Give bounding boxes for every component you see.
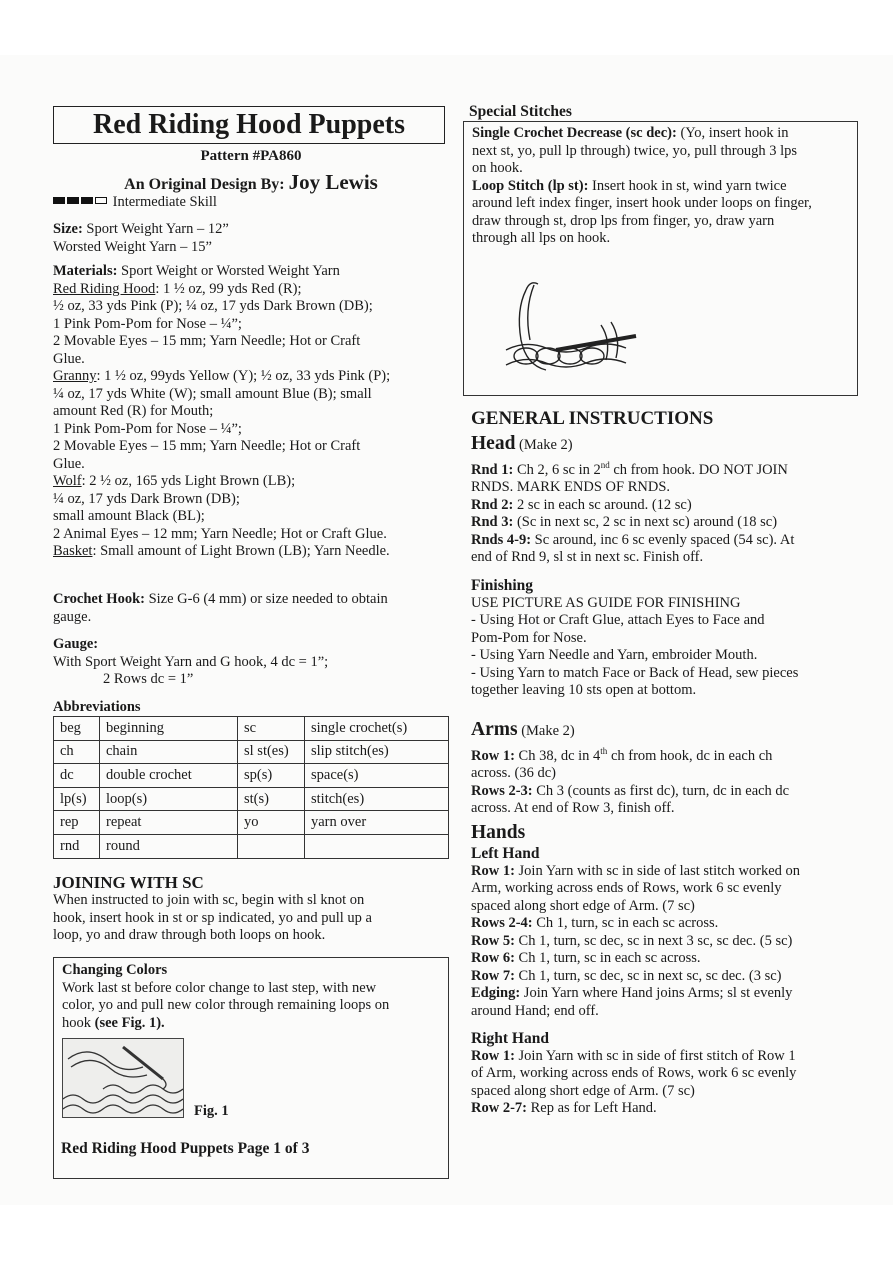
table-row: rep repeat yo yarn over [54,811,449,835]
skill-square-icon [67,197,79,204]
table-row: ch chain sl st(es) slip stitch(es) [54,740,449,764]
special-stitches-title: Special Stitches [469,103,572,120]
finishing-title: Finishing [471,577,534,594]
head-section: Head (Make 2) Rnd 1: Ch 2, 6 sc in 2nd ch from hook. DO NOT JOIN RNDS. MARK ENDS OF RNDS. Rnd 2: 2 sc in each sc around. (12 sc) Rnd 3: (Sc in next sc, 2 sc in next sc) around (18 sc) Rnds 4-9: Sc around, inc 6 sc evenly spaced (54 sc). At end of Rnd 9, sl st in next sc. Finish off. [471,433,795,566]
skill-square-empty-icon [95,197,107,204]
design-credit: An Original Design By: Joy Lewis [124,170,378,194]
special-stitches-box: Single Crochet Decrease (sc dec): (Yo, insert hook in next st, yo, pull lp through) twice, yo, pull through 3 lps on hook. Loop Stitch (lp st): Insert hook in st, wind yarn twice around left index finger, insert hook under loops on finger, draw through st, drop lps from finger, yo, draw yarn through all lps on hook. [463,121,858,396]
joining-title: JOINING WITH SC [53,873,204,892]
changing-colors-title: Changing Colors [62,962,168,978]
arms-title: Arms [471,719,518,740]
pattern-page [0,55,893,1205]
materials-section: Materials: Sport Weight or Worsted Weight Yarn Red Riding Hood: 1 ½ oz, 99 yds Red (R); ½ oz, 33 yds Pink (P); ¼ oz, 17 yds Dark Brown (DB); 1 Pink Pom-Pom for Nose – ¼”; 2 Movable Eyes – 15 mm; Yarn Needle; Hot or Craft Glue. Granny: 1 ½ oz, 99yds Yellow (Y); ½ oz, 33 yds Pink (P); ¼ oz, 17 yds White (W); small amount Blue (B); small amount Red (R) for Mouth; 1 Pink Pom-Pom for Nose – ¼”; 2 Movable Eyes – 15 mm; Yarn Needle; Hot or Craft Glue. Wolf: 2 ½ oz, 165 yds Light Brown (LB); ¼ oz, 17 yds Dark Brown (DB); small amount Black (BL); 2 Animal Eyes – 12 mm; Yarn Needle; Hot or Craft Glue. Basket: Small amount of Light Brown (LB); Yarn Needle. [53,263,391,559]
changing-colors-box: Changing Colors Work last st before color change to last step, with new color, yo and pull new color through remaining loops on hook (see Fig. 1). Fig. 1 [53,957,449,1179]
hands-title: Hands [471,822,526,843]
joining-section: JOINING WITH SC When instructed to join with sc, begin with sl knot on hook, insert hook in st or sp indicated, yo and pull up a loop, yo and draw through both loops on hook. [53,873,449,945]
table-row: rnd round [54,834,449,858]
hands-section: Hands Left Hand Row 1: Join Yarn with sc in side of last stitch worked on Arm, working across ends of Rows, work 6 sc evenly spaced along short edge of Arm. (7 sc) Rows 2-4: Ch 1, turn, sc in each sc across. Row 5: Ch 1, turn, sc dec, sc in next 3 sc, sc dec. (5 sc) Row 6: Ch 1, turn, sc in each sc across. Row 7: Ch 1, turn, sc dec, sc in next sc, sc dec. (3 sc) Edging: Join Yarn where Hand joins Arms; sl st evenly around Hand; end off. Right Hand Row 1: Join Yarn with sc in side of first stitch of Row 1 of Arm, working across ends of Rows, work 6 sc evenly spaced along short edge of Arm. (7 sc) Row 2-7: Rep as for Left Hand. [471,821,858,1118]
size-section: Size: Sport Weight Yarn – 12” Worsted Weight Yarn – 15” [53,221,229,255]
table-row: lp(s) loop(s) st(s) stitch(es) [54,787,449,811]
head-title: Head [471,433,516,454]
skill-square-icon [53,197,65,204]
left-hand-title: Left Hand [471,845,540,862]
fig1-caption: Fig. 1 [194,1103,229,1119]
arms-section: Arms (Make 2) Row 1: Ch 38, dc in 4th ch from hook, dc in each ch across. (36 dc) Rows 2-3: Ch 3 (counts as first dc), turn, dc in each dc across. At end of Row 3, finish off. [471,719,790,817]
right-hand-title: Right Hand [471,1030,549,1047]
finishing-section: Finishing USE PICTURE AS GUIDE FOR FINISHING - Using Hot or Craft Glue, attach Eyes to Face and Pom-Pom for Nose. - Using Yarn Needle and Yarn, embroider Mouth. - Using Yarn to match Face or Back of Head, sew pieces together leaving 10 sts open at bottom. [471,577,858,700]
color-change-figure [63,1039,183,1117]
table-row: beg beginning sc single crochet(s) [54,717,449,741]
fig1-illustration [62,1038,184,1118]
loop-stitch-figure [486,270,646,382]
page-footer: Red Riding Hood Puppets Page 1 of 3 [61,1140,310,1157]
skill-level: Intermediate Skill [53,194,449,212]
abbreviations-heading: Abbreviations [53,699,141,715]
general-instructions-title: GENERAL INSTRUCTIONS [471,408,714,429]
gauge-section: Gauge: With Sport Weight Yarn and G hook, 4 dc = 1”; 2 Rows dc = 1” [53,636,329,687]
page-title: Red Riding Hood Puppets [53,106,445,144]
pattern-number: Pattern #PA860 [200,148,302,164]
designer-name: Joy Lewis [288,170,378,194]
loop-stitch-illustration [486,270,646,382]
crochet-hook-section: Crochet Hook: Size G-6 (4 mm) or size needed to obtain gauge. [53,591,388,625]
skill-square-icon [81,197,93,204]
abbreviations-table [53,716,449,859]
table-row: dc double crochet sp(s) space(s) [54,764,449,788]
